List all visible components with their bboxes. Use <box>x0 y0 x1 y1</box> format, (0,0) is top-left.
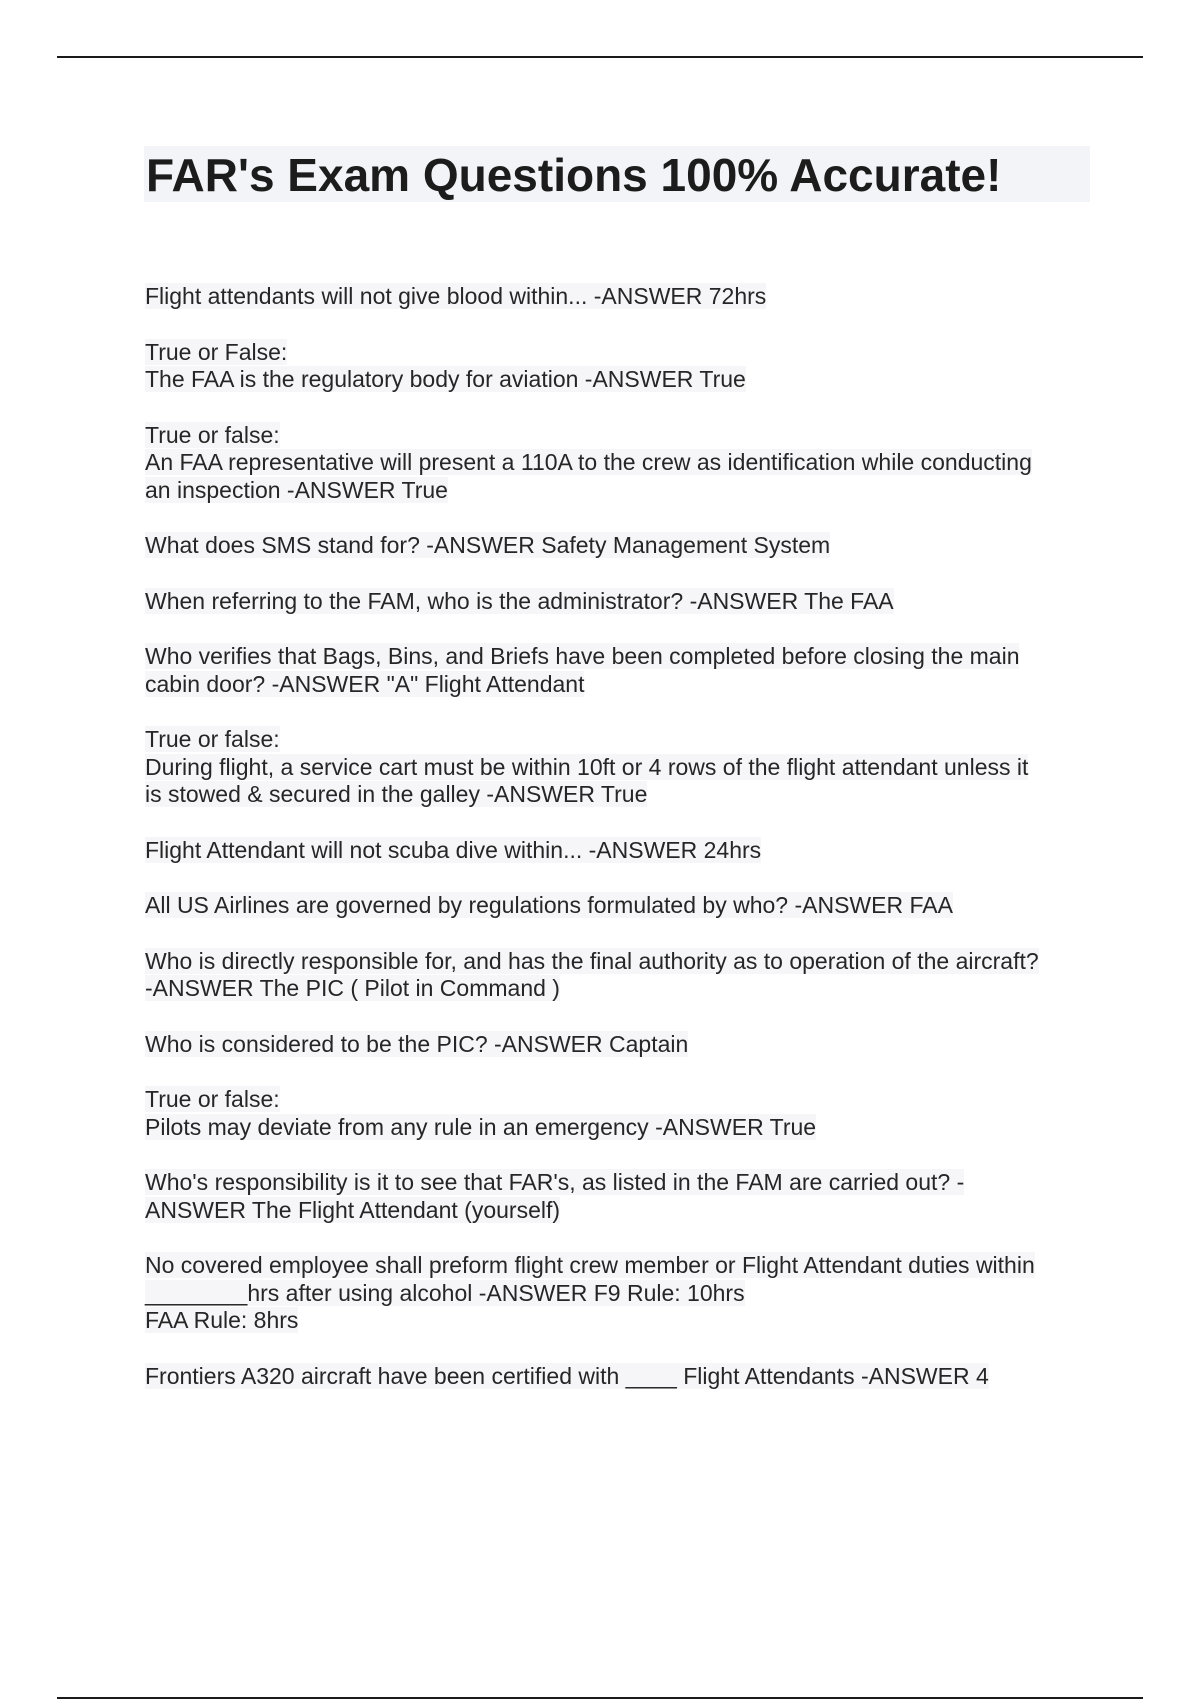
qa-text-line <box>145 1307 1090 1335</box>
qa-item <box>145 1169 1090 1224</box>
qa-text: Flight Attendant will not scuba dive within... -ANSWER 24hrs <box>145 836 762 863</box>
qa-text-line <box>145 422 1090 450</box>
qa-text-line <box>145 892 1090 920</box>
qa-text-line <box>145 1114 1090 1142</box>
qa-text: ________hrs after using alcohol -ANSWER F9 Rule: 10hrs <box>145 1279 745 1306</box>
qa-item <box>145 837 1090 865</box>
qa-text: During flight, a service cart must be within 10ft or 4 rows of the flight attendant unless it <box>145 753 1029 780</box>
qa-text-line <box>145 1169 1090 1197</box>
bottom-rule <box>57 1697 1143 1699</box>
qa-text-line <box>145 366 1090 394</box>
qa-text-line <box>145 283 1090 311</box>
qa-text-line <box>145 449 1090 477</box>
qa-text-line <box>145 837 1090 865</box>
qa-text-line <box>145 477 1090 505</box>
qa-text: True or False: <box>145 338 288 365</box>
qa-text-line <box>145 1031 1090 1059</box>
qa-item <box>145 1363 1090 1391</box>
qa-text: FAA Rule: 8hrs <box>145 1307 299 1333</box>
qa-item <box>145 339 1090 394</box>
qa-item <box>145 643 1090 698</box>
qa-text-line <box>145 1280 1090 1308</box>
qa-text-line <box>145 754 1090 782</box>
question-answer-list <box>145 283 1090 1418</box>
title-block <box>144 146 1090 202</box>
qa-item <box>145 892 1090 920</box>
top-rule <box>57 56 1143 58</box>
qa-text-line <box>145 975 1090 1003</box>
qa-text: Who's responsibility is it to see that FAR's, as listed in the FAM are carried out? - <box>145 1169 965 1195</box>
qa-text: -ANSWER The PIC ( Pilot in Command ) <box>145 975 560 1001</box>
qa-text: True or false: <box>145 726 280 752</box>
qa-text: All US Airlines are governed by regulations formulated by who? -ANSWER FAA <box>145 892 953 918</box>
qa-text: Who verifies that Bags, Bins, and Briefs have been completed before closing the main <box>145 643 1020 669</box>
qa-item <box>145 1031 1090 1059</box>
qa-text-line <box>145 671 1090 699</box>
qa-text: Flight attendants will not give blood within... -ANSWER 72hrs <box>145 283 767 309</box>
qa-item <box>145 588 1090 616</box>
qa-item <box>145 948 1090 1003</box>
qa-text: The FAA is the regulatory body for aviation -ANSWER True <box>145 366 746 392</box>
qa-text: Who is directly responsible for, and has the final authority as to operation of the aircraft? <box>145 947 1039 974</box>
qa-text-line <box>145 339 1090 367</box>
qa-item <box>145 726 1090 809</box>
qa-text: is stowed & secured in the galley -ANSWER True <box>145 781 648 807</box>
qa-text: Pilots may deviate from any rule in an emergency -ANSWER True <box>145 1113 817 1140</box>
qa-item <box>145 532 1090 560</box>
qa-text-line <box>145 1363 1090 1391</box>
qa-text-line <box>145 948 1090 976</box>
qa-text-line <box>145 726 1090 754</box>
qa-text: Who is considered to be the PIC? -ANSWER Captain <box>145 1030 689 1057</box>
qa-text-line <box>145 1197 1090 1225</box>
qa-text-line <box>145 1086 1090 1114</box>
qa-item <box>145 1086 1090 1141</box>
qa-text: True or false: <box>145 421 280 448</box>
qa-text: an inspection -ANSWER True <box>145 476 448 503</box>
qa-text-line <box>145 781 1090 809</box>
qa-item <box>145 1252 1090 1335</box>
qa-text: When referring to the FAM, who is the administrator? -ANSWER The FAA <box>145 587 894 614</box>
qa-text-line <box>145 643 1090 671</box>
qa-text: True or false: <box>145 1086 280 1112</box>
qa-item <box>145 283 1090 311</box>
qa-text: What does SMS stand for? -ANSWER Safety Management System <box>145 532 831 558</box>
qa-text-line <box>145 532 1090 560</box>
qa-text-line <box>145 1252 1090 1280</box>
qa-text: An FAA representative will present a 110A to the crew as identification while conducting <box>145 449 1032 475</box>
qa-item <box>145 422 1090 505</box>
qa-text: cabin door? -ANSWER "A" Flight Attendant <box>145 670 585 697</box>
qa-text: Frontiers A320 aircraft have been certified with ____ Flight Attendants -ANSWER 4 <box>145 1362 989 1389</box>
qa-text-line <box>145 588 1090 616</box>
document-title: FAR's Exam Questions 100% Accurate! <box>146 149 1002 201</box>
qa-text: No covered employee shall preform flight crew member or Flight Attendant duties within <box>145 1252 1035 1278</box>
qa-text: ANSWER The Flight Attendant (yourself) <box>145 1196 561 1223</box>
